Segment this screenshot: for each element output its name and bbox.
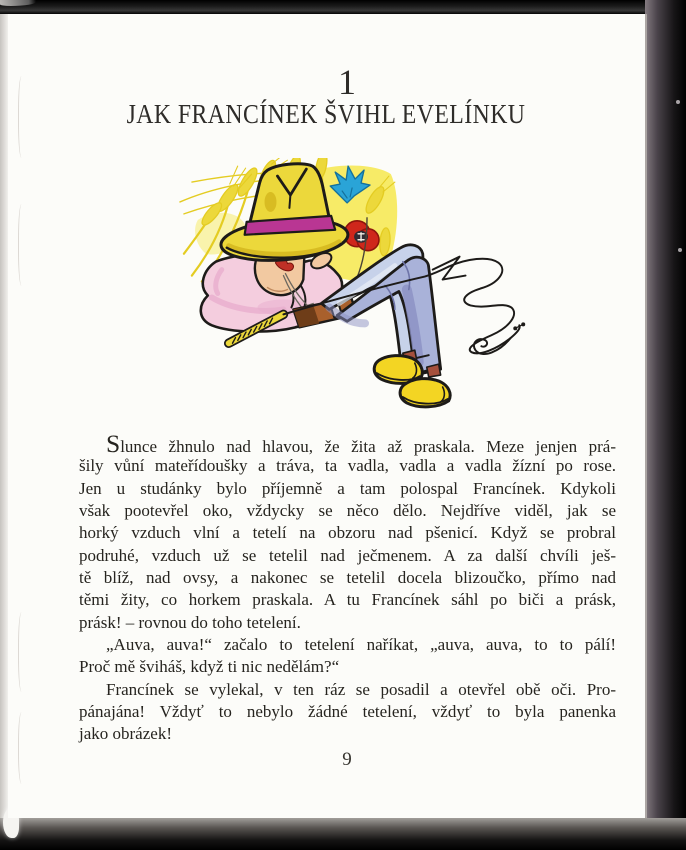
text-line: jako obrázek! [79, 724, 172, 744]
drop-initial: S [106, 429, 121, 458]
binding-mark [18, 76, 25, 158]
page-number: 9 [342, 749, 352, 770]
scan-edge-bottom [0, 818, 686, 850]
binding-mark [18, 712, 25, 784]
text-line: prásk! – rovnou do toho tetelení. [79, 612, 301, 632]
dust-speck [678, 248, 682, 252]
text-line: Jen u studánky bylo příjemně a tam polospal Francínek. Kdykoli [79, 478, 616, 498]
binding-mark [18, 204, 25, 286]
scan-edge-right [645, 0, 686, 850]
dust-speck [676, 100, 680, 104]
text-line: horký vzduch vlní a tetelí na obzoru nad pšenicí. Když se probral [79, 523, 616, 543]
binding-mark [18, 612, 25, 692]
book-page [8, 14, 647, 818]
illustration-boy-in-hat [172, 158, 570, 424]
text-line: těmi žity, co horkem praskala. A tu Francínek sáhl po biči a prásk, [79, 590, 616, 610]
chapter-number: 1 [338, 62, 356, 102]
text-line: „Auva, auva!“ začalo to tetelení naříkat, „auva, auva, to to pálí! [106, 635, 616, 655]
text-line: podruhé, vzduch už se tetelil nad ječmenem. A za další chvíli ješ- [79, 545, 616, 565]
chapter-title: JAK FRANCÍNEK ŠVIHL EVELÍNKU [126, 99, 526, 129]
text-line: tě blíž, nad ovsy, a nakonec se tetelil docela blizoučko, přímo nad [79, 568, 616, 588]
text-line: Slunce žhnulo nad hlavou, že žita až praskala. Meze jenjen prá- [106, 429, 616, 458]
text-line: Proč mě šviháš, když ti nic nedělám?“ [79, 657, 340, 677]
story-text [79, 429, 616, 746]
text-line: však pootevřel oko, vždycky se něco dělo. Nejdříve viděl, jak se [79, 501, 616, 521]
text-line: Francínek se vylekal, v ten ráz se posadil a otevřel obě oči. Pro- [106, 679, 616, 699]
scan-edge-left [0, 14, 8, 818]
text-line: pánajána! Vždyť to nebylo žádné tetelení, vždyť to byla panenka [79, 702, 616, 722]
text-line: šily vůní mateřídoušky a tráva, ta vadla, vadla a vadla žízní po rose. [79, 456, 616, 476]
scan-edge-top [0, 0, 686, 14]
